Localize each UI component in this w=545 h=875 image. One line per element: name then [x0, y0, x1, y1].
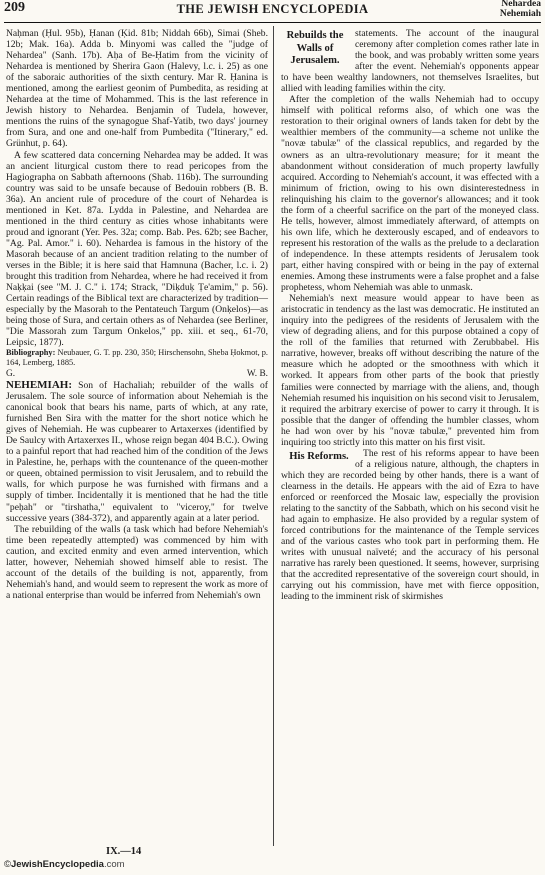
running-head-line1: Nehardea [501, 0, 541, 9]
bibliography-text: Neubauer, G. T. pp. 230, 350; Hirschensohn, Sheba Ḥokmot, p. 164, Lemberg, 1885. [6, 348, 269, 368]
entry-heading: NEHEMIAH: [6, 379, 72, 391]
copyright-icon: © [4, 859, 11, 870]
page-header [4, 0, 541, 23]
bibliography [6, 348, 268, 368]
paragraph: A few scattered data concerning Nehardea may be added. It was an ancient liturgical custom there to read pericopes from the Hagiographa on Sabbath afternoons (Shab. 116b). The surrounding country was said to be unsafe because of Bedouin robbers (B. B. 36a). An ancient rule of procedure of the court of Nehardea is mentioned in Ket. 87a. Lydda in Palestine, and Nehardea are mentioned in the third century as cities whose inhabitants were proud and ignorant (Yer. Pes. 32a; comp. Bab. Pes. 62b; see Bacher, "Ag. Pal. Amor." i. 60). Nehardea is famous in the history of the Masorah because of an ancient tradition relating to the number of verses in the Bible; it is here said that Hamnuna (Bacher, l.c. i. 2) brought this tradition from Nehardea, where he had received it from Naḳḳai (see "M. J. C." i. 174; Strack, "Diḳduḳ Ṭe'amim," p. 56). Certain readings of the Biblical text are characterized by tradition—especially by the Masorah to the Pentateuch Targum (Onḳelos)—as being those of Sura, and certain others as of Nehardea (see Berliner, "Die Massorah zum Targum Onkelos," pp. xiii. et seq., 61-70, Leipsic, 1877). [6, 149, 268, 349]
paragraph: The rebuilding of the walls (a task which had before Nehemiah's time been repeatedly attempted) was commenced by him with caution, and excited enmity and even armed intervention, which latter, however, Nehemiah showed himself able to resist. The account of the details of the building is not, apparently, from Nehemiah's hand, and would seem to represent the work as more of a national enterprise than would be inferred from Nehemiah's own [6, 523, 268, 601]
site-name: JewishEncyclopedia [11, 859, 104, 870]
running-head-line2: Nehemiah [499, 9, 541, 19]
paragraph [281, 28, 539, 94]
paragraph: Nehemiah's next measure would appear to have been as aristocratic in tendency as the last was democratic. He instituted an inquiry into the pedigrees of the residents of Jerusalem with the view of degrading aliens, and for this purpose obtained a copy of the roll of the families that returned with Zerubbabel. His narrative, however, breaks off without describing the nature of the measure which he adopted or the smoothness with which it worked. It appears from other parts of the book that priestly families were connected by marriage with the aliens, and, though Nehemiah resumed his inquisition on his second visit to Jerusalem, it required the arbitrary exercise of power to carry it through. It is possible that the danger of offending the humbler classes, whom he had won over by his "novæ tabulæ," prevented him from inquiring too strictly into this matter on his first visit. [281, 293, 539, 448]
paragraph: Naḥman (Ḥul. 95b), Ḥanan (Ḳid. 81b; Niddah 66b), Simai (Sheb. 12b; Mak. 16a). Adda b. Minyomi was called the "judge of Nehardea" (Sanh. 17b). Aḥa of Be-Ḥatim from the vicinity of Nehardea is mentioned by Sherira Gaon (Halevy, l.c. i. 25) as one of the saboraic authorities of the sixth century. Mar R. Ḥanina is mentioned, among the earliest geonim of Pumbedita, as residing at Nehardea at the time of Mohammed. This is the last reference in Jewish history to Nehardea. Benjamin of Tudela, however, mentions the ruins of the synagogue Shaf-Yatib, two days' journey from Sura, and one and one-half from Pumbedita ("Itinerary," ed. Grünhut, p. 64). [6, 28, 268, 150]
site-watermark[interactable] [4, 859, 125, 870]
running-head-right [500, 0, 541, 19]
page-number: 209 [4, 0, 25, 15]
bibliography-label: Bibliography: [6, 348, 56, 358]
column-divider [273, 26, 274, 846]
site-suffix: .com [103, 859, 125, 870]
signature-left: G. [6, 368, 16, 379]
running-title: THE JEWISH ENCYCLOPEDIA [176, 2, 369, 16]
side-heading-rebuilds: Rebuilds the Walls of Jerusalem. [286, 30, 344, 66]
signature-right: W. B. [246, 368, 268, 379]
left-column [6, 28, 268, 601]
volume-signature: IX.—14 [106, 846, 142, 857]
right-column [281, 28, 539, 602]
paragraph [281, 448, 539, 603]
side-heading-reforms: His Reforms. [289, 450, 349, 462]
paragraph-text: The rest of his reforms appear to have been of a religious nature, although, the chapters in which they are recorded being by other hands, there is a want of clearness in the details. He appears with the aid of Ezra to have enforced or reenforced the Mosaic law, especially the provision relating to the sanctity of the Sabbath, which on his second visit he had again to emphasize. He also provided by a regular system of forced contributions for the maintenance of the Temple services and of the various castes who took part in performing them. He writes with unusual naïveté; and the accuracy of his personal narrative has rarely been questioned. It seems, however, surprising that the accredited representative of the sovereign court should, in carrying out his commission, have met with fierce opposition, leading to the imminent risk of skirmishes [281, 447, 539, 603]
paragraph-text: statements. The account of the inaugural ceremony after completion comes rather late in the book, and was probably written some years after the event. Nehemiah's opponents appear to have been wealthy landowners, not themselves Israelites, but allied with leading families within the city. [281, 28, 539, 95]
entry-paragraph [6, 380, 268, 524]
entry-text: Son of Hachaliah; rebuilder of the walls of Jerusalem. The sole source of information about Nehemiah is the canonical book that bears his name, parts of which, at any rate, furnished Ben Sira with the matter for the short notice which he gives of Nehemiah. He was cupbearer to Artaxerxes (identified by De Saulcy with Artaxerxes II., whose reign began 404 B.C.). Owing to a painful report that had reached him of the condition of the Jews in Palestine, he, perhaps with the countenance of the queen-mother or queen, obtained permission to visit Jerusalem, and to rebuild the walls, for which purpose he was furnished with firmans and a supply of timber. Incidentally it is mentioned that he had the title "peḥah" or "tirshatha," equivalent to "viceroy," for twelve successive years (384-372), and apparently again at a later period. [6, 380, 268, 524]
paragraph: After the completion of the walls Nehemiah had to occupy himself with political reforms also, of which one was the restoration to their original owners of lands taken for debt by the wealthier members of the community—a scheme not unlike the "novæ tabulæ" of the classical republics, and regarded by the owners as an ultra-revolutionary measure; for it meant the abandonment without consideration of much property lawfully acquired. According to Nehemiah's account, it was effected with a minimum of friction, owing to his own disinterestedness in relinquishing his claim to the governor's allowances; and it took the form of a cheerful sacrifice on the part of the moneyed class. He tells, however, almost immediately afterward, of attempts on his own life, which he dexterously escaped, and of endeavors to represent his restoration of the walls as the prelude to a declaration of independence. In these attempts residents of Jerusalem took part, either having conspired with or being in the pay of external enemies. Among these instruments were a false prophet and a false prophetess, whom Nehemiah was able to unmask. [281, 94, 539, 294]
